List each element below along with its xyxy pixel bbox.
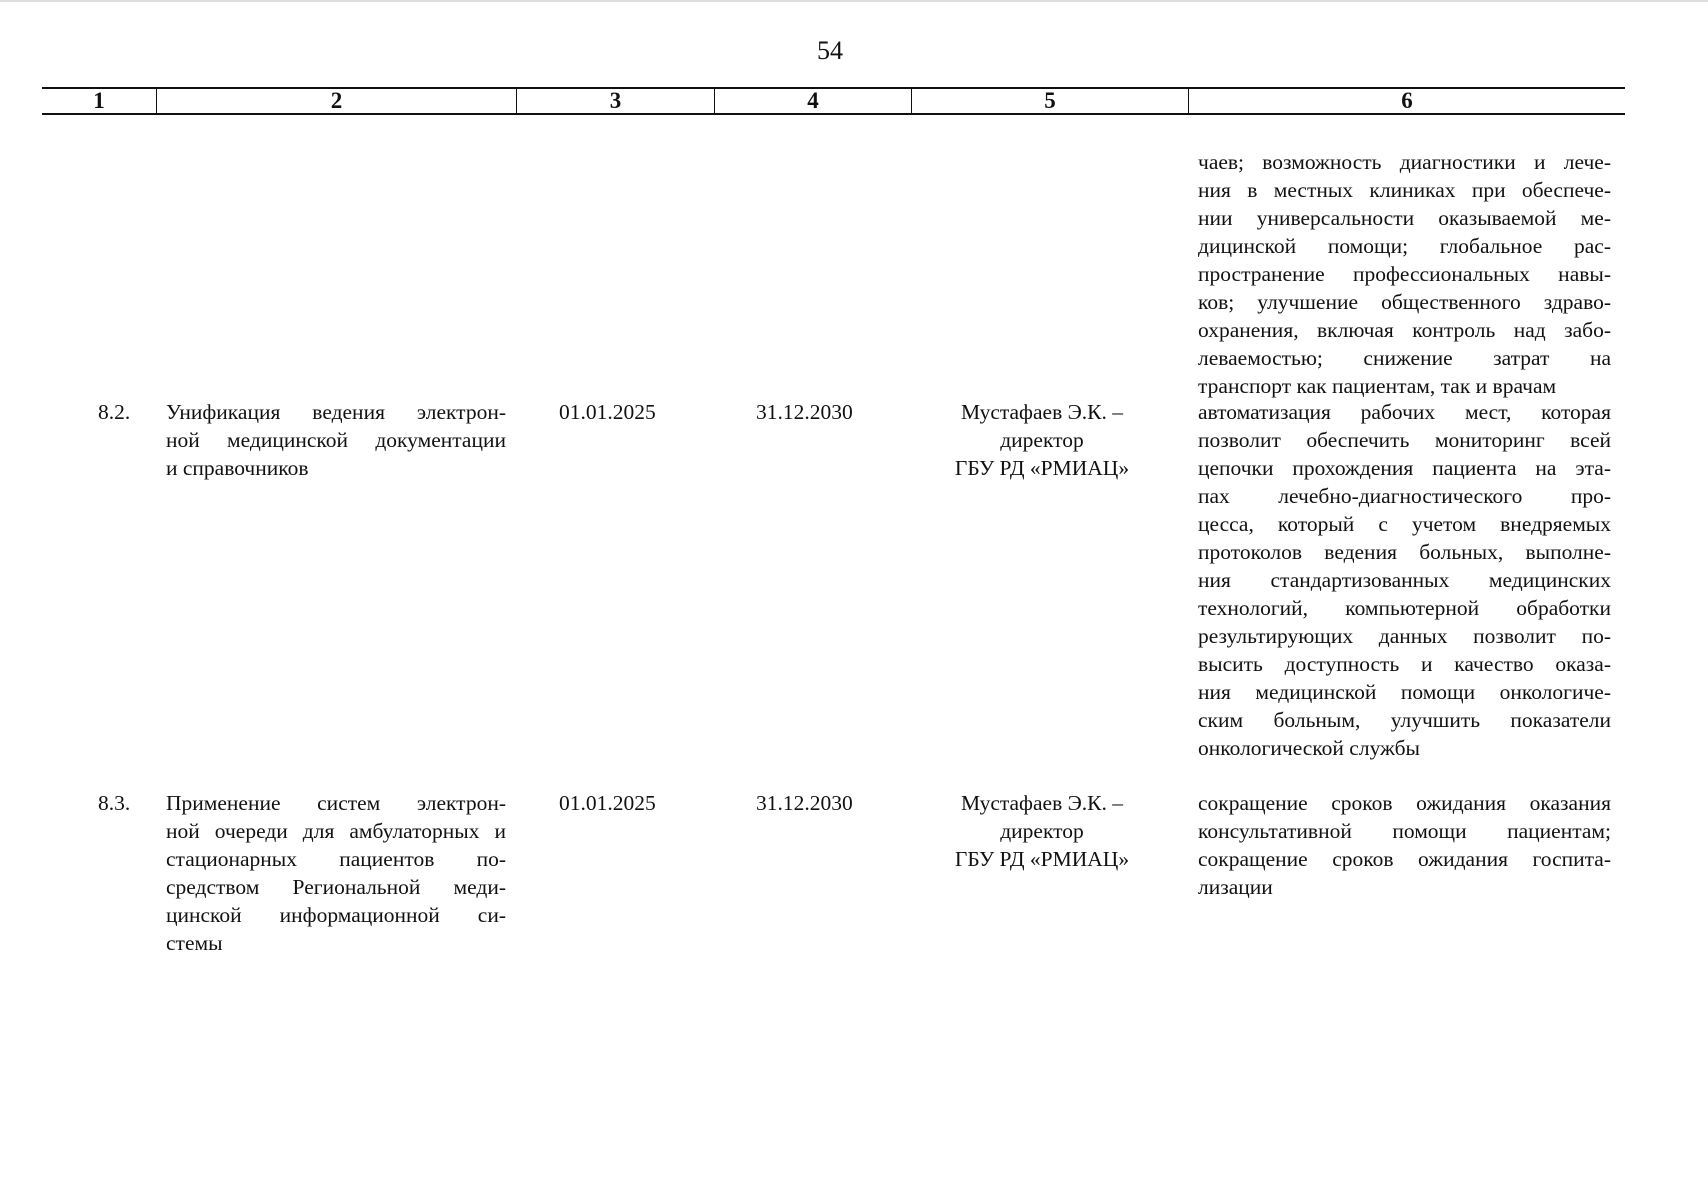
start-date: 01.01.2025 <box>559 791 656 815</box>
result-line: пространение профессиональных навы- <box>1198 262 1611 286</box>
responsible-line: ГБУ РД «РМИАЦ» <box>954 456 1130 480</box>
result-line: пах лечебно-диагностического про- <box>1198 484 1611 508</box>
responsible-line: директор <box>1000 819 1084 843</box>
responsible-line: Мустафаев Э.К. – <box>960 400 1124 424</box>
header-col-2: 2 <box>157 89 517 113</box>
result-line: нии универсальности оказываемой ме- <box>1198 206 1611 230</box>
responsible <box>915 789 1169 873</box>
row-result <box>1198 789 1611 901</box>
result-line: ков; улучшение общественного здраво- <box>1198 290 1611 314</box>
row-result <box>1198 398 1611 762</box>
description-line: ной медицинской документации <box>166 428 506 452</box>
responsible-line: директор <box>1000 428 1084 452</box>
responsible-line: Мустафаев Э.К. – <box>960 791 1124 815</box>
description-line: цинской информационной си- <box>166 903 506 927</box>
description-line: стемы <box>166 931 223 955</box>
result-line: позволит обеспечить мониторинг всей <box>1198 428 1611 452</box>
responsible <box>915 398 1169 482</box>
top-rule <box>0 0 1708 2</box>
result-line: сокращение сроков ожидания оказания <box>1198 791 1611 815</box>
description-line: ной очереди для амбулаторных и <box>166 819 506 843</box>
start-date: 01.01.2025 <box>559 400 656 424</box>
responsible-line: ГБУ РД «РМИАЦ» <box>954 847 1130 871</box>
result-line: результирующих данных позволит по- <box>1198 624 1611 648</box>
header-col-1: 1 <box>42 89 157 113</box>
result-line: онкологической службы <box>1198 736 1420 760</box>
result-line: сокращение сроков ожидания госпита- <box>1198 847 1611 871</box>
row-description <box>166 789 506 957</box>
end-date: 31.12.2030 <box>756 400 853 424</box>
header-col-5: 5 <box>912 89 1189 113</box>
result-line: чаев; возможность диагностики и лече- <box>1198 150 1611 174</box>
description-line: Унификация ведения электрон- <box>166 400 506 424</box>
result-line: цепочки прохождения пациента на эта- <box>1198 456 1611 480</box>
result-line: дицинской помощи; глобальное рас- <box>1198 234 1611 258</box>
result-line: ским больным, улучшить показатели <box>1198 708 1611 732</box>
continuation-result <box>1198 148 1611 400</box>
result-line: транспорт как пациентам, так и врачам <box>1198 374 1557 398</box>
header-col-6: 6 <box>1401 88 1413 113</box>
result-line: цесса, который с учетом внедряемых <box>1198 512 1611 536</box>
row-description <box>166 398 506 482</box>
description-line: стационарных пациентов по- <box>166 847 506 871</box>
result-line: ния стандартизованных медицинских <box>1198 568 1611 592</box>
table-header <box>42 87 1625 115</box>
row-number: 8.2. <box>98 400 131 424</box>
end-date: 31.12.2030 <box>756 791 853 815</box>
result-line: леваемостью; снижение затрат на <box>1198 346 1611 370</box>
header-col-4: 4 <box>715 89 912 113</box>
page-number: 54 <box>817 36 843 65</box>
result-line: ния в местных клиниках при обеспече- <box>1198 178 1611 202</box>
result-line: автоматизация рабочих мест, которая <box>1198 400 1611 424</box>
result-line: высить доступность и качество оказа- <box>1198 652 1611 676</box>
description-line: и справочников <box>166 456 309 480</box>
description-line: средством Региональной меди- <box>166 875 506 899</box>
result-line: консультативной помощи пациентам; <box>1198 819 1611 843</box>
row-number: 8.3. <box>98 791 131 815</box>
result-line: технологий, компьютерной обработки <box>1198 596 1611 620</box>
result-line: ния медицинской помощи онкологиче- <box>1198 680 1611 704</box>
result-line: охранения, включая контроль над забо- <box>1198 318 1611 342</box>
result-line: протоколов ведения больных, выполне- <box>1198 540 1611 564</box>
result-line: лизации <box>1198 875 1273 899</box>
description-line: Применение систем электрон- <box>166 791 506 815</box>
header-col-3: 3 <box>517 89 715 113</box>
